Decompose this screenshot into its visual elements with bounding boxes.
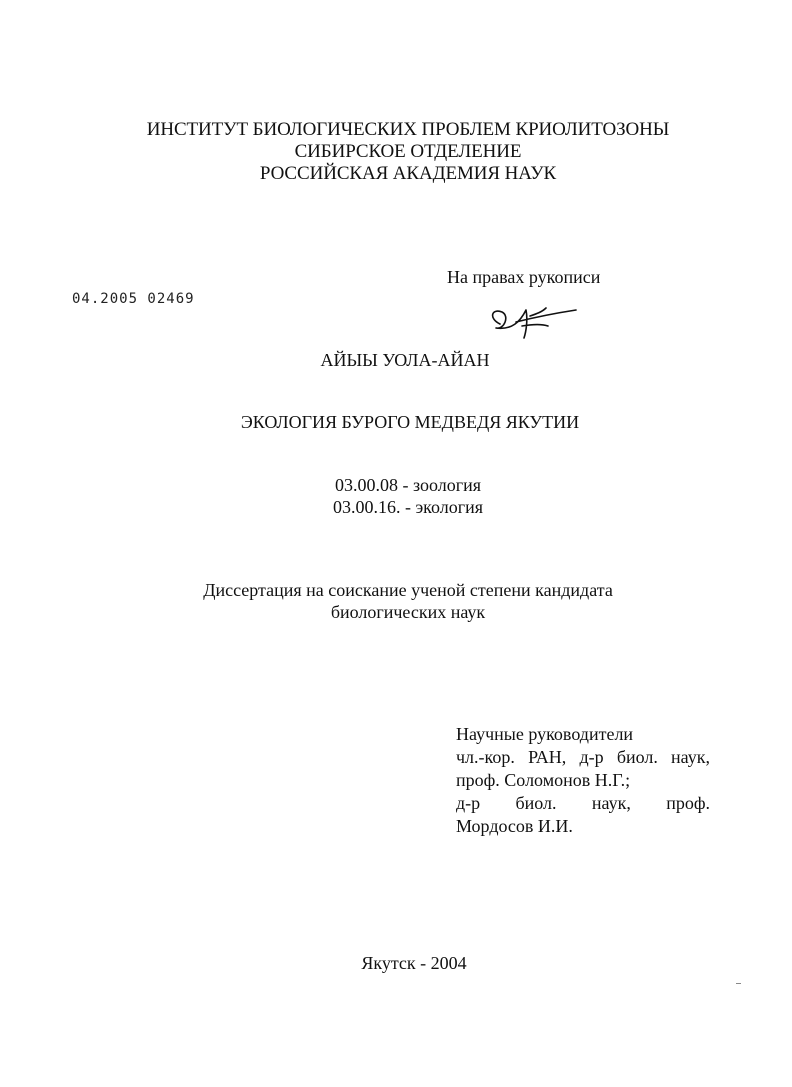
specialty-ecology: 03.00.16. - экология [332, 497, 484, 517]
supervisor-1-word: РАН, [528, 747, 567, 767]
institute-name: ИНСТИТУТ БИОЛОГИЧЕСКИХ ПРОБЛЕМ КРИОЛИТОЗОНЫ [146, 119, 670, 140]
signature-icon [486, 296, 582, 340]
city-year: Якутск - 2004 [361, 953, 467, 973]
supervisor-2-word: проф. [666, 793, 710, 813]
institution-header [0, 119, 792, 185]
branch-name: СИБИРСКОЕ ОТДЕЛЕНИЕ [294, 141, 522, 162]
supervisor-1-word: биол. [616, 747, 658, 767]
supervisors-block [456, 723, 710, 838]
supervisor-2-line-1 [456, 792, 710, 815]
supervisor-2-word: наук, [591, 793, 631, 813]
degree-statement [0, 579, 792, 623]
supervisor-1-word: д-р [579, 747, 604, 767]
specialty-codes [0, 474, 792, 518]
supervisor-1-line-1 [456, 746, 710, 769]
supervisor-2-line-2: Мордосов И.И. [456, 816, 573, 836]
supervisor-1-line-2: проф. Соломонов Н.Г.; [456, 770, 631, 790]
author-name: АЙЫЫ УОЛА-АЙАН [320, 350, 490, 370]
supervisors-heading: Научные руководители [456, 724, 634, 744]
supervisor-1-word: чл.-кор. [456, 747, 515, 767]
archive-stamp: 04.2005 02469 [72, 291, 195, 307]
supervisor-2-word: д-р [456, 793, 481, 813]
supervisor-2-word: биол. [515, 793, 557, 813]
specialty-zoology: 03.00.08 - зоология [334, 475, 482, 495]
degree-line-2: биологических наук [330, 602, 486, 622]
scan-speck [736, 983, 741, 984]
academy-name: РОССИЙСКАЯ АКАДЕМИЯ НАУК [259, 163, 557, 184]
dissertation-title: ЭКОЛОГИЯ БУРОГО МЕДВЕДЯ ЯКУТИИ [240, 412, 580, 432]
supervisor-1-word: наук, [671, 747, 710, 767]
manuscript-rights: На правах рукописи [447, 267, 601, 287]
degree-line-1: Диссертация на соискание ученой степени кандидата [203, 580, 613, 600]
